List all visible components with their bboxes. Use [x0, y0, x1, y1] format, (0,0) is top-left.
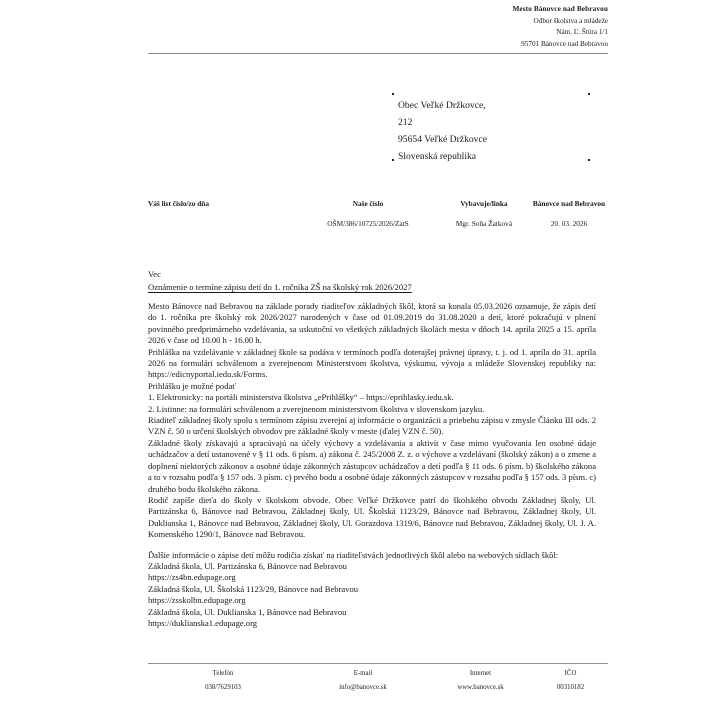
- header-divider: [148, 53, 608, 54]
- reference-our-number-label: Naše číslo: [352, 199, 384, 208]
- body-paragraph-4: Riaditeľ základnej školy spolu s termínom zápisu zverejní aj informácie o organizácii a priebehu zápisu v zmysle Článku III ods. 2 VZN č. 50 o určení školských obvodov pre základné školy v meste (ďalej VZN č. 50).: [148, 415, 596, 437]
- body-paragraph-6: Rodič zapíše dieťa do školy v školskom obvode. Obec Veľké Držkovce patrí do školského obvodu Základnej školy, Ul. Partizánska 6, Bánovce nad Bebravou, Základnej školy, Ul. Školská 1123/29, Bánovce nad Bebravou, Základnej školy, Ul. Duklianska 1, Bánovce nad Bebravou, Základnej školy, Ul. Gorazdova 1319/6, Bánovce nad Bebravou, Základnej školy, Ul. J. A. Komenského 1290/1, Bánovce nad Bebravou.: [148, 494, 596, 540]
- recipient-address: [398, 97, 588, 165]
- school-2-name: Základná škola, Ul. Školská 1123/29, Bánovce nad Bebravou: [148, 583, 358, 594]
- letterhead: [328, 4, 608, 51]
- footer-phone-value: 038/7629103: [205, 684, 241, 691]
- school-2-url[interactable]: https://zsskolbn.edupage.org: [148, 595, 246, 606]
- school-3-url[interactable]: https://duklianska1.edupage.org: [148, 617, 258, 628]
- recipient-line-1: Obec Veľké Držkovce,: [398, 100, 486, 111]
- reference-place-label: Bánovce nad Bebravou: [532, 199, 606, 208]
- body-paragraph-3: Prihlášku je možné podať: [148, 380, 236, 391]
- footer-divider: [148, 663, 608, 664]
- footer-phone: [148, 670, 298, 691]
- letterhead-department: Odbor školstva a mládeže: [533, 16, 608, 25]
- reference-our-number-value: OŠM/386/10725/2026/ZatS: [327, 219, 409, 228]
- body-list-item-2: 2. Listinne: na formulári schválenom a zverejnenom ministerstvom školstva v slovenskom jazyku.: [148, 403, 485, 414]
- footer-phone-label: Telefón: [212, 670, 234, 677]
- recipient-line-4: Slovenská republika: [398, 151, 477, 163]
- address-corner-mark-bottom-left: [392, 159, 394, 161]
- footer-email-label: E-mail: [353, 670, 373, 677]
- recipient-line-3: 95654 Veľké Držkovce: [398, 134, 487, 146]
- recipient-line-2: 212: [398, 117, 413, 129]
- reference-place-date: [530, 199, 608, 228]
- footer-ico-value: 00310182: [556, 684, 585, 691]
- reference-our-number: [298, 199, 438, 228]
- footer-email: [298, 670, 428, 691]
- reference-row: [148, 199, 608, 228]
- letterhead-city: 95701 Bánovce nad Bebravou: [521, 39, 608, 48]
- body-paragraph-1: Mesto Bánovce nad Bebravou na základe porady riaditeľov základných škôl, ktorá sa konala 05.03.2026 oznamuje, že zápis detí do 1. ročníka pre školský rok 2026/2027 narodených v čase od 01.09.2019 do 31.08.2020 a detí, ktoré pokračujú v plnení povinného predprimárneho vzdelávania, sa uskutoční vo všetkých základných školách mesta v dňoch 14. apríla 2025 a 15. apríla 2026 v čase od 10.00 h - 16.00 h.: [148, 301, 596, 346]
- reference-date-value: 20. 03. 2026: [550, 219, 588, 228]
- school-1-url[interactable]: https://zs4bn.edupage.org: [148, 572, 236, 583]
- body-list-item-1: 1. Elektronicky: na portáli ministerstva školstva „ePrihlášky“ – https://eprihlasky.iedu.sk.: [148, 392, 454, 403]
- reference-clerk-label: Vybavuje/linka: [460, 199, 508, 208]
- footer-website-label: Internet: [469, 670, 492, 677]
- body-paragraph-7: Ďalšie informácie o zápise detí môžu rodičia získať na riaditeľstvách jednotlivých škôl alebo na webových sídlach škôl:: [148, 549, 559, 560]
- reference-your-letter: [148, 199, 298, 219]
- address-corner-mark-bottom-right: [588, 159, 590, 161]
- footer-ico-label: IČO: [564, 670, 577, 677]
- subject-label: Vec: [148, 269, 161, 279]
- subject-title: Oznámenie o termíne zápisu detí do 1. ročníka ZŠ na školský rok 2026/2027: [148, 282, 412, 293]
- footer-website: [428, 670, 533, 691]
- letter-body: [148, 301, 596, 629]
- footer-email-value[interactable]: info@banovce.sk: [339, 684, 387, 691]
- address-corner-mark-top-right: [588, 93, 590, 95]
- address-corner-mark-top-left: [392, 93, 394, 95]
- school-3-name: Základná škola, Ul. Duklianska 1, Bánovce nad Bebravou: [148, 606, 347, 617]
- body-paragraph-2: Prihláška na vzdelávanie v základnej škole sa podáva v termínoch podľa doterajšej právnej úpravy, t. j. od 1. apríla do 31. apríla 2026 na formulári schválenom a zverejnenom Ministerstvom školstva, výskumu, vývoja a mládeže Slovenskej republiky na: https://edicnyportal.iedu.sk/Forms.: [148, 346, 596, 380]
- footer-contact-row: [148, 670, 608, 691]
- letterhead-organization: Mesto Bánovce nad Bebravou: [512, 5, 608, 13]
- letterhead-street: Nám. Ľ. Štúra 1/1: [556, 28, 608, 37]
- reference-clerk: [438, 199, 530, 228]
- school-1-name: Základná škola, Ul. Partizánska 6, Bánovce nad Bebravou: [148, 560, 347, 571]
- body-paragraph-5: Základné školy získavajú a spracúvajú na účely výchovy a vzdelávania a aktivít v čase mimo vyučovania len osobné údaje uchádzačov a detí ustanovené v § 11 ods. 6 písm. a) zákona č. 245/2008 Z. z. o výchove a vzdelávaní (školský zákon) a o zmene a doplnení niektorých zákonov a osobné údaje zákonných zástupcov uchádzačov a detí podľa § 11 ods. 6 písm. b) školského zákona a to v rozsahu podľa § 157 ods. 3 písm. c) prvého bodu a osobné údaje zákonných zástupcov v rozsahu podľa § 157 ods. 3 písm. c) druhého bodu školského zákona.: [148, 437, 596, 494]
- reference-clerk-value: Mgr. Soňa Žatková: [455, 219, 513, 228]
- footer-website-value[interactable]: www.banovce.sk: [457, 684, 504, 691]
- footer-ico: [533, 670, 608, 691]
- reference-your-letter-label: Váš list číslo/zo dňa: [148, 199, 210, 208]
- subject-block: [148, 268, 598, 295]
